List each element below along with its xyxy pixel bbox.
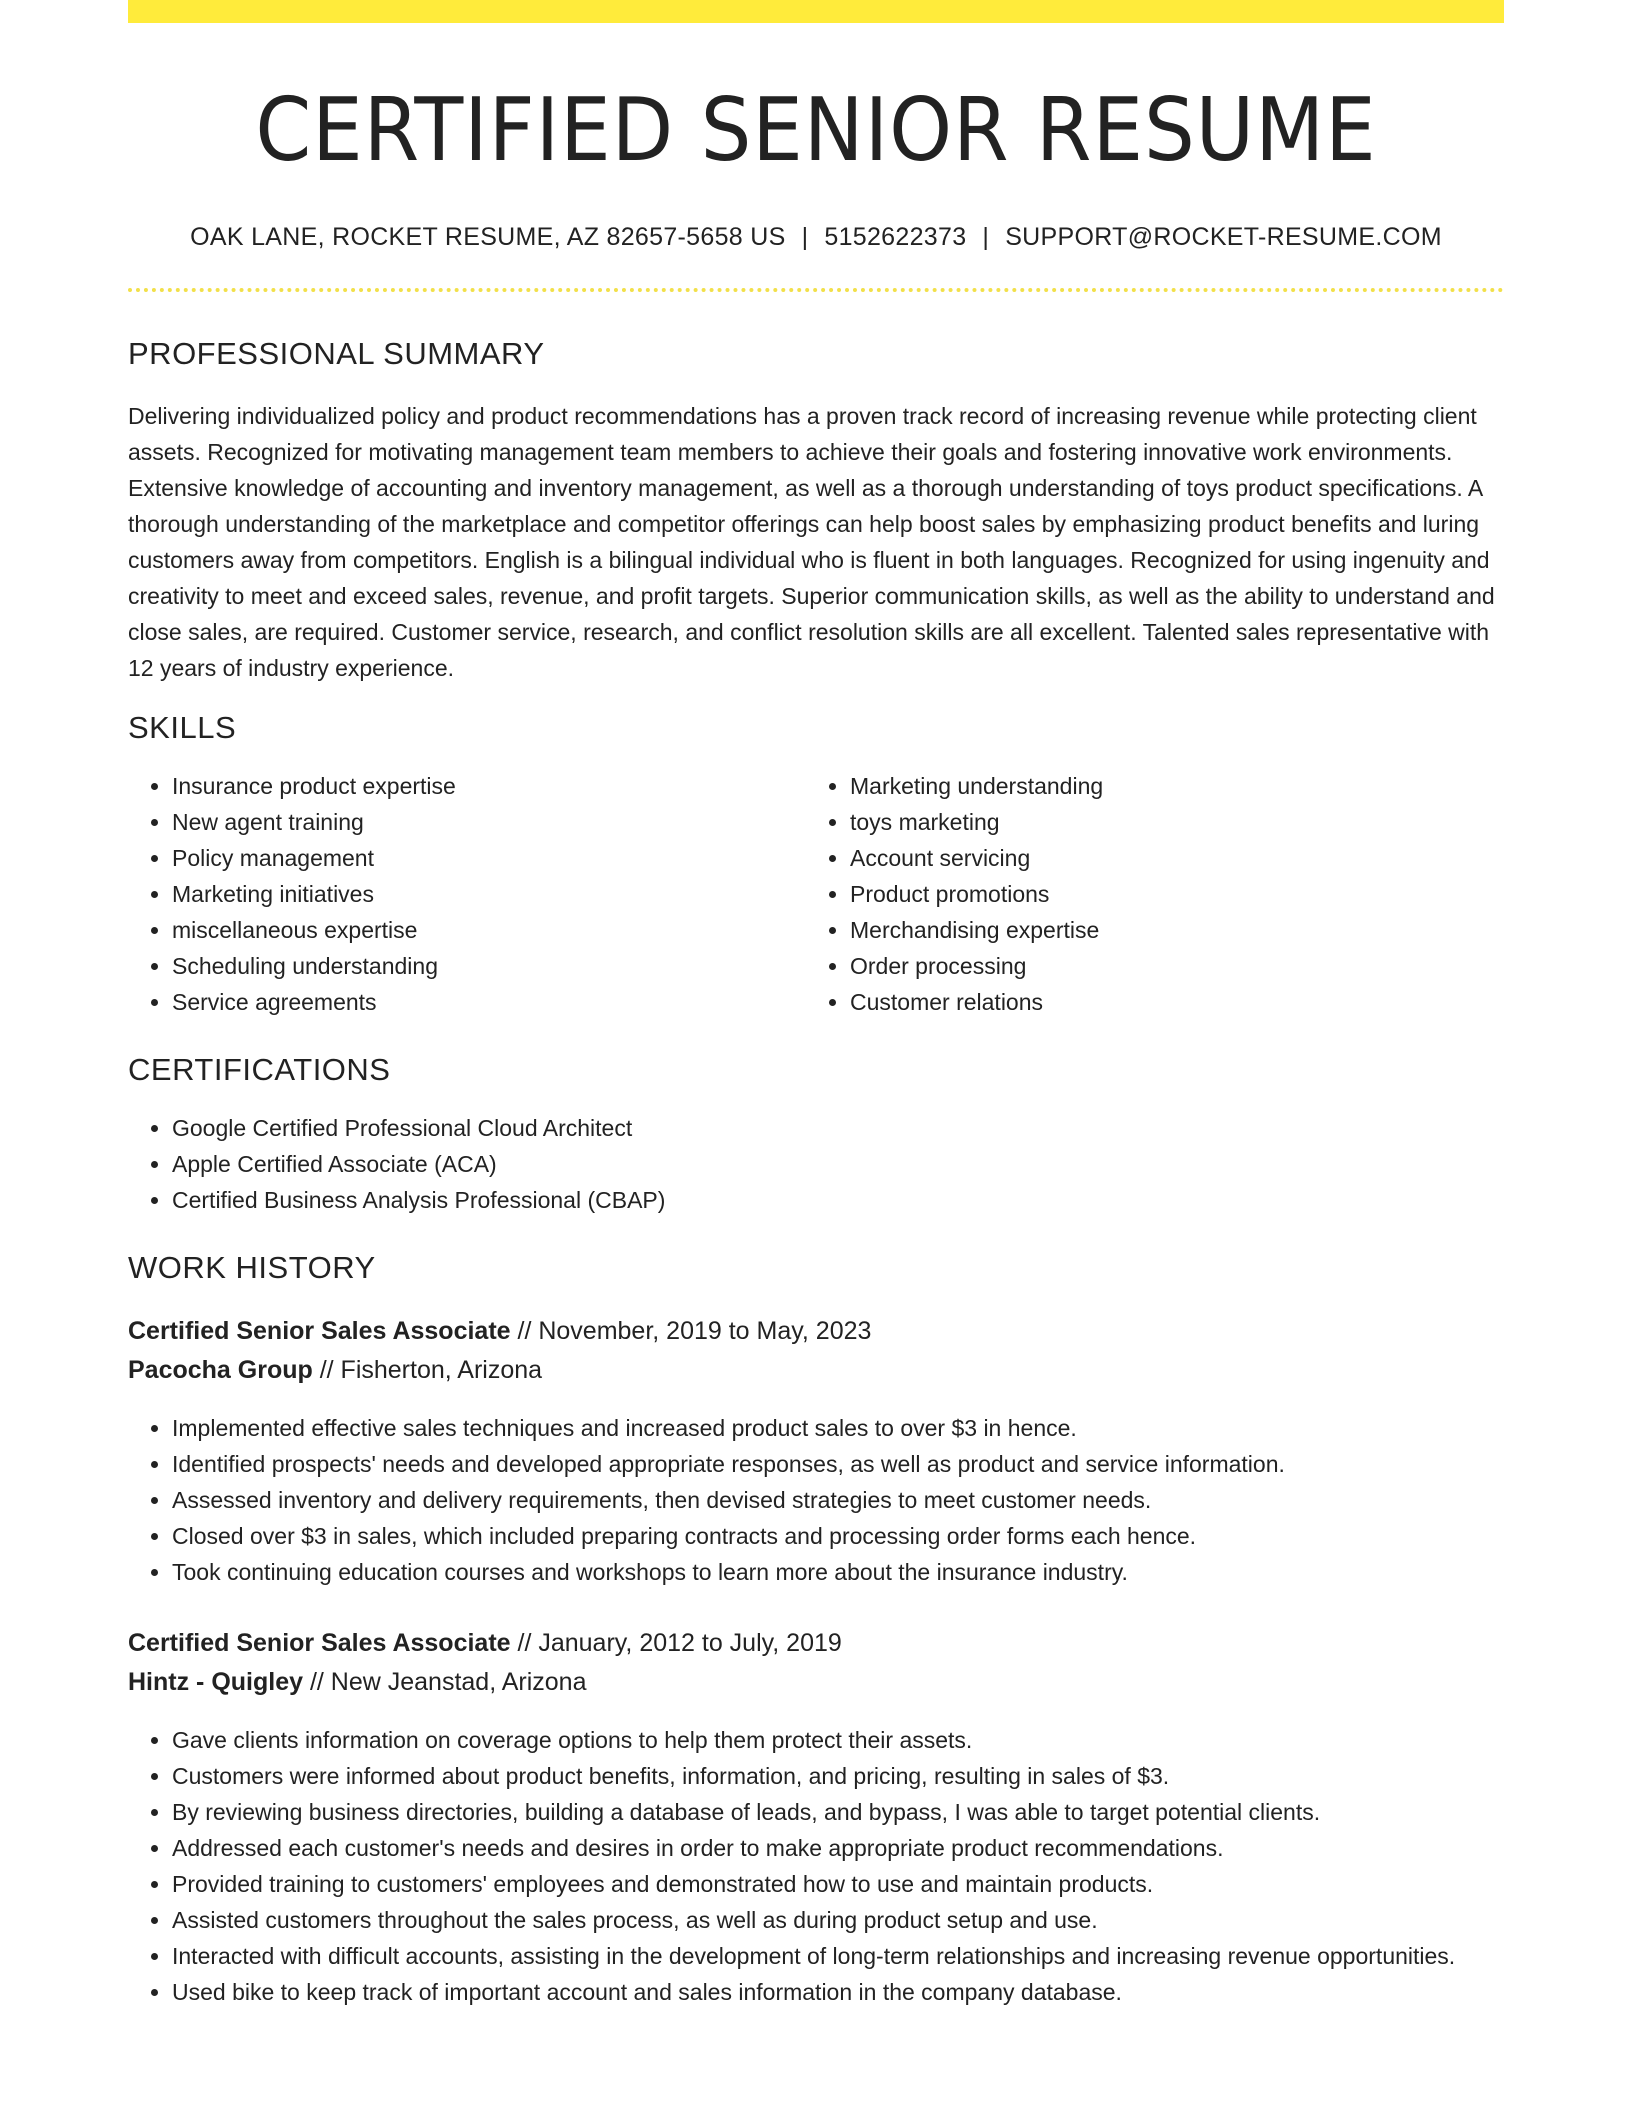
skill-item: • Product promotions xyxy=(850,876,1484,912)
job-bullets xyxy=(128,1410,1504,1590)
skill-item: • New agent training xyxy=(172,804,806,840)
skills-heading: SKILLS xyxy=(128,709,237,745)
job-location: // Fisherton, Arizona xyxy=(312,1355,543,1384)
job-entry xyxy=(128,1624,1504,2010)
summary-text: Delivering individualized policy and product recommendations has a proven track record of increasing revenue while protecting client assets. Recognized for motivating management team members to achieve their goals and fostering innovative work environments. Extensive knowledge of accounting and inventory management, as well as a thorough understanding of toys product specifications. A thorough understanding of the marketplace and competitor offerings can help boost sales by emphasizing product benefits and luring customers away from competitors. English is a bilingual individual who is fluent in both languages. Recognized for using ingenuity and creativity to meet and exceed sales, revenue, and profit targets. Superior communication skills, as well as the ability to understand and close sales, are required. Customer service, research, and conflict resolution skills are all excellent. Talented sales representative with 12 years of industry experience. xyxy=(128,402,1495,681)
summary-heading: PROFESSIONAL SUMMARY xyxy=(128,335,545,371)
contact-separator: | xyxy=(801,222,809,251)
job-bullet: • Closed over $3 in sales, which included preparing contracts and processing order forms each hence. xyxy=(172,1518,1504,1554)
job-bullets xyxy=(128,1722,1504,2010)
certification-item: • Certified Business Analysis Professional (CBAP) xyxy=(172,1182,1504,1218)
job-bullet: • Customers were informed about product benefits, information, and pricing, resulting in sales of $3. xyxy=(172,1758,1504,1794)
resume-name: CERTIFIED SENIOR RESUME xyxy=(255,79,1377,181)
job-bullet: • Took continuing education courses and workshops to learn more about the insurance industry. xyxy=(172,1554,1504,1590)
job-bullet: • By reviewing business directories, building a database of leads, and bypass, I was able to target potential clients. xyxy=(172,1794,1504,1830)
job-bullet: • Used bike to keep track of important account and sales information in the company database. xyxy=(172,1974,1504,2010)
job-title: Certified Senior Sales Associate xyxy=(128,1316,511,1345)
job-bullet: • Addressed each customer's needs and desires in order to make appropriate product recommendations. xyxy=(172,1830,1504,1866)
work-history-heading: WORK HISTORY xyxy=(128,1249,376,1285)
contact-line xyxy=(128,223,1504,252)
skill-item: • Marketing understanding xyxy=(850,768,1484,804)
skill-item: • Order processing xyxy=(850,948,1484,984)
contact-separator: | xyxy=(982,222,990,251)
skill-item: • Marketing initiatives xyxy=(172,876,806,912)
skill-item: • Account servicing xyxy=(850,840,1484,876)
job-bullet: • Provided training to customers' employees and demonstrated how to use and maintain products. xyxy=(172,1866,1504,1902)
certification-item: • Google Certified Professional Cloud Architect xyxy=(172,1110,1504,1146)
resume-page xyxy=(128,0,1504,2010)
skill-item: • Insurance product expertise xyxy=(172,768,806,804)
skills-column-left xyxy=(128,768,806,1020)
contact-address: OAK LANE, ROCKET RESUME, AZ 82657-5658 US xyxy=(190,222,786,251)
job-bullet: • Implemented effective sales techniques and increased product sales to over $3 in hence. xyxy=(172,1410,1504,1446)
certifications-list xyxy=(128,1110,1504,1218)
skill-item: • Merchandising expertise xyxy=(850,912,1484,948)
job-company-line xyxy=(128,1663,1504,1702)
skill-item: • Customer relations xyxy=(850,984,1484,1020)
job-company: Pacocha Group xyxy=(128,1355,313,1384)
job-bullet: • Interacted with difficult accounts, assisting in the development of long-term relationships and increasing revenue opportunities. xyxy=(172,1938,1504,1974)
skill-item: • toys marketing xyxy=(850,804,1484,840)
job-title-line xyxy=(128,1312,1504,1351)
job-entry xyxy=(128,1312,1504,1590)
job-bullet: • Gave clients information on coverage options to help them protect their assets. xyxy=(172,1722,1504,1758)
job-location: // New Jeanstad, Arizona xyxy=(303,1667,587,1696)
skill-item: • Scheduling understanding xyxy=(172,948,806,984)
certification-item: • Apple Certified Associate (ACA) xyxy=(172,1146,1504,1182)
job-title: Certified Senior Sales Associate xyxy=(128,1628,511,1657)
skill-item: • Service agreements xyxy=(172,984,806,1020)
top-accent-bar xyxy=(128,0,1504,23)
skills-column-right xyxy=(806,768,1484,1020)
contact-email[interactable]: SUPPORT@ROCKET-RESUME.COM xyxy=(1005,222,1442,251)
job-dates: // November, 2019 to May, 2023 xyxy=(510,1316,872,1345)
contact-phone: 5152622373 xyxy=(824,222,967,251)
job-bullet: • Identified prospects' needs and developed appropriate responses, as well as product and service information. xyxy=(172,1446,1504,1482)
job-company-line xyxy=(128,1351,1504,1390)
certifications-heading: CERTIFICATIONS xyxy=(128,1051,391,1087)
skill-item: • Policy management xyxy=(172,840,806,876)
job-bullet: • Assessed inventory and delivery requirements, then devised strategies to meet customer needs. xyxy=(172,1482,1504,1518)
job-company: Hintz - Quigley xyxy=(128,1667,303,1696)
job-title-line xyxy=(128,1624,1504,1663)
job-dates: // January, 2012 to July, 2019 xyxy=(510,1628,842,1657)
job-bullet: • Assisted customers throughout the sales process, as well as during product setup and use. xyxy=(172,1902,1504,1938)
skills-list xyxy=(128,768,1504,1020)
dotted-divider xyxy=(128,288,1504,292)
skill-item: • miscellaneous expertise xyxy=(172,912,806,948)
